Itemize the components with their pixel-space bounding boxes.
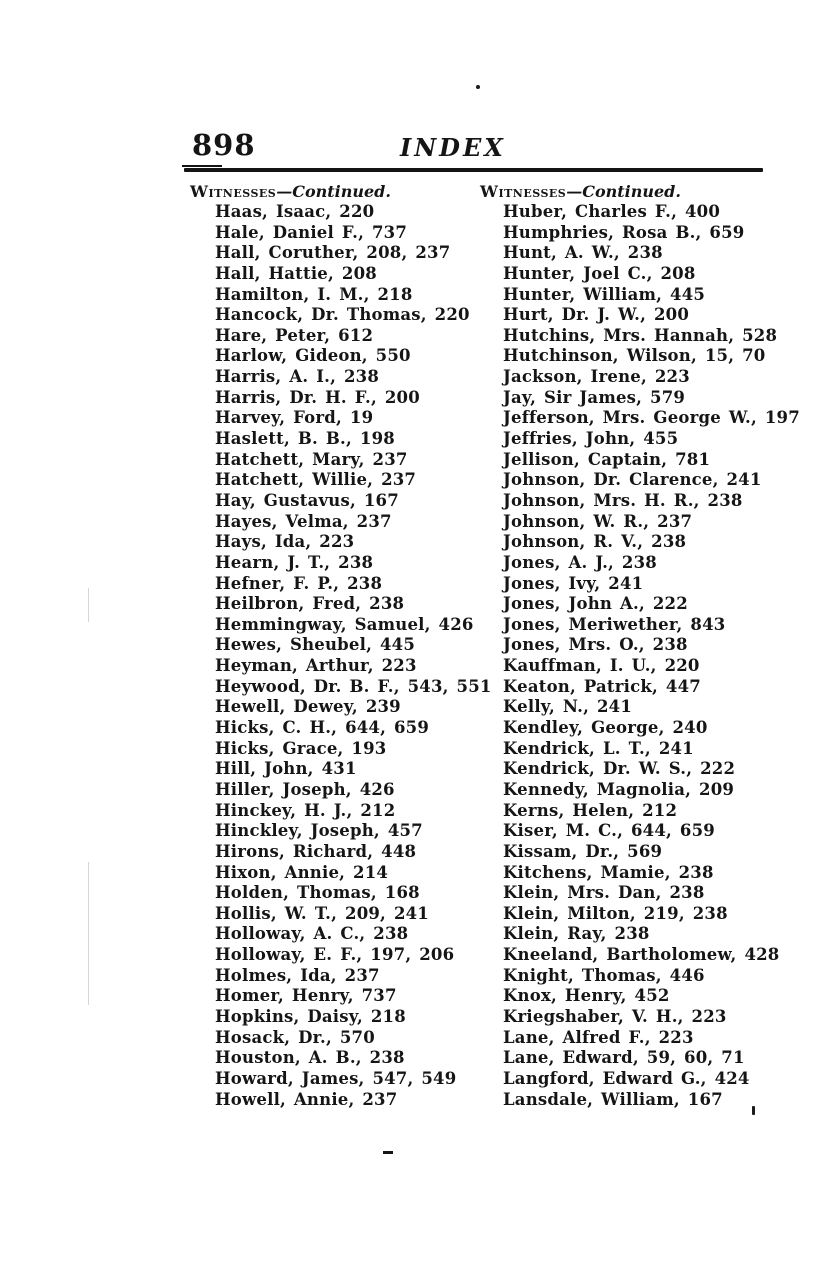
page-number: 898 xyxy=(192,128,256,162)
index-entry: Langford, Edward G., 424 xyxy=(503,1068,750,1088)
index-entry: Hall, Hattie, 208 xyxy=(215,263,377,283)
index-entry: Hiller, Joseph, 426 xyxy=(215,779,395,799)
index-entry: Hunter, Joel C., 208 xyxy=(503,263,696,283)
left-column-heading xyxy=(190,182,391,201)
index-entry: Johnson, Dr. Clarence, 241 xyxy=(503,470,762,490)
index-entry: Hunt, A. W., 238 xyxy=(503,243,663,263)
index-entry: Hill, John, 431 xyxy=(215,759,357,779)
index-entry: Lane, Edward, 59, 60, 71 xyxy=(503,1048,745,1068)
index-entry: Hays, Ida, 223 xyxy=(215,532,355,552)
index-entry: Hopkins, Daisy, 218 xyxy=(215,1006,406,1026)
index-entry: Knox, Henry, 452 xyxy=(503,986,670,1006)
index-entry: Kitchens, Mamie, 238 xyxy=(503,862,714,882)
index-entry: Harvey, Ford, 19 xyxy=(215,408,374,428)
index-entry: Hewes, Sheubel, 445 xyxy=(215,635,416,655)
index-entry: Hosack, Dr., 570 xyxy=(215,1027,375,1047)
index-entry: Holloway, A. C., 238 xyxy=(215,924,409,944)
index-entry: Harris, A. I., 238 xyxy=(215,367,379,387)
left-heading-name: Witnesses xyxy=(190,182,277,201)
index-entry: Jones, A. J., 238 xyxy=(503,552,657,572)
index-entry: Kerns, Helen, 212 xyxy=(503,800,678,820)
ink-speck-tick xyxy=(752,1106,755,1115)
index-entry: Hare, Peter, 612 xyxy=(215,325,374,345)
index-entry: Haas, Isaac, 220 xyxy=(215,202,375,221)
index-entry: Johnson, W. R., 237 xyxy=(503,511,693,531)
index-entry: Hicks, C. H., 644, 659 xyxy=(215,718,430,738)
right-column-heading xyxy=(480,182,681,201)
index-entry: Kauffman, I. U., 220 xyxy=(503,656,700,676)
index-entry: Klein, Mrs. Dan, 238 xyxy=(503,883,705,903)
index-entry: Hancock, Dr. Thomas, 220 xyxy=(215,305,470,325)
index-entry: Harlow, Gideon, 550 xyxy=(215,346,411,366)
index-entry: Kriegshaber, V. H., 223 xyxy=(503,1006,727,1026)
index-entry: Holloway, E. F., 197, 206 xyxy=(215,945,455,965)
index-entry: Kendrick, Dr. W. S., 222 xyxy=(503,759,736,779)
right-column-entries xyxy=(503,202,800,1110)
index-entry: Huber, Charles F., 400 xyxy=(503,202,721,221)
index-entry: Hamilton, I. M., 218 xyxy=(215,284,413,304)
index-entry: Heilbron, Fred, 238 xyxy=(215,594,405,614)
index-entry: Hollis, W. T., 209, 241 xyxy=(215,903,429,923)
index-entry: Haslett, B. B., 198 xyxy=(215,429,395,449)
index-entry: Hurt, Dr. J. W., 200 xyxy=(503,305,690,325)
index-entry: Lane, Alfred F., 223 xyxy=(503,1027,694,1047)
header-rule xyxy=(184,168,763,172)
ink-speck-dot xyxy=(476,85,480,89)
scan-artifact-line xyxy=(88,862,89,1005)
index-entry: Houston, A. B., 238 xyxy=(215,1048,405,1068)
index-entry: Kendley, George, 240 xyxy=(503,718,708,738)
index-entry: Hunter, William, 445 xyxy=(503,284,706,304)
index-entry: Howard, James, 547, 549 xyxy=(215,1068,457,1088)
index-entry: Hayes, Velma, 237 xyxy=(215,511,392,531)
index-entry: Holden, Thomas, 168 xyxy=(215,883,420,903)
index-entry: Jones, John A., 222 xyxy=(503,594,688,614)
index-entry: Humphries, Rosa B., 659 xyxy=(503,222,745,242)
ink-speck-dash xyxy=(383,1151,393,1154)
index-entry: Hutchins, Mrs. Hannah, 528 xyxy=(503,325,778,345)
index-entry: Hay, Gustavus, 167 xyxy=(215,490,399,510)
right-heading-name: Witnesses xyxy=(480,182,567,201)
index-entry: Kissam, Dr., 569 xyxy=(503,841,663,861)
index-entry: Hinckley, Joseph, 457 xyxy=(215,821,423,841)
index-entry: Knight, Thomas, 446 xyxy=(503,965,705,985)
index-entry: Hatchett, Willie, 237 xyxy=(215,470,417,490)
index-entry: Kendrick, L. T., 241 xyxy=(503,738,694,758)
index-entry: Hutchinson, Wilson, 15, 70 xyxy=(503,346,766,366)
index-entry: Jones, Mrs. O., 238 xyxy=(503,635,688,655)
index-entry: Jackson, Irene, 223 xyxy=(503,367,690,387)
index-entry: Lansdale, William, 167 xyxy=(503,1089,723,1109)
index-entry: Harris, Dr. H. F., 200 xyxy=(215,387,420,407)
index-entry: Jeffries, John, 455 xyxy=(503,429,679,449)
index-entry: Kennedy, Magnolia, 209 xyxy=(503,779,735,799)
index-entry: Heywood, Dr. B. F., 543, 551 xyxy=(215,676,492,696)
index-entry: Kneeland, Bartholomew, 428 xyxy=(503,945,780,965)
index-entry: Kiser, M. C., 644, 659 xyxy=(503,821,715,841)
index-entry: Howell, Annie, 237 xyxy=(215,1089,398,1109)
left-column-entries xyxy=(215,202,492,1110)
index-entry: Keaton, Patrick, 447 xyxy=(503,676,701,696)
left-heading-continued: —Continued. xyxy=(276,182,391,201)
index-entry: Johnson, Mrs. H. R., 238 xyxy=(503,490,743,510)
scan-artifact-line xyxy=(88,588,89,622)
index-entry: Jones, Ivy, 241 xyxy=(503,573,644,593)
index-entry: Homer, Henry, 737 xyxy=(215,986,397,1006)
index-entry: Kelly, N., 241 xyxy=(503,697,633,717)
index-entry: Klein, Ray, 238 xyxy=(503,924,650,944)
right-heading-continued: —Continued. xyxy=(566,182,681,201)
index-entry: Hixon, Annie, 214 xyxy=(215,862,389,882)
index-entry: Hale, Daniel F., 737 xyxy=(215,222,408,242)
index-entry: Heyman, Arthur, 223 xyxy=(215,656,417,676)
index-entry: Hall, Coruther, 208, 237 xyxy=(215,243,451,263)
index-entry: Hefner, F. P., 238 xyxy=(215,573,383,593)
index-entry: Hearn, J. T., 238 xyxy=(215,552,374,572)
index-entry: Johnson, R. V., 238 xyxy=(503,532,687,552)
index-entry: Klein, Milton, 219, 238 xyxy=(503,903,728,923)
index-entry: Hirons, Richard, 448 xyxy=(215,841,417,861)
page-title: INDEX xyxy=(400,133,506,162)
index-entry: Jones, Meriwether, 843 xyxy=(503,614,726,634)
index-entry: Hinckey, H. J., 212 xyxy=(215,800,396,820)
index-entry: Hewell, Dewey, 239 xyxy=(215,697,401,717)
index-entry: Holmes, Ida, 237 xyxy=(215,965,380,985)
index-entry: Jefferson, Mrs. George W., 197 xyxy=(503,408,800,428)
index-entry: Jellison, Captain, 781 xyxy=(503,449,711,469)
index-entry: Hemmingway, Samuel, 426 xyxy=(215,614,474,634)
index-entry: Hicks, Grace, 193 xyxy=(215,738,387,758)
index-entry: Hatchett, Mary, 237 xyxy=(215,449,408,469)
index-entry: Jay, Sir James, 579 xyxy=(503,387,686,407)
